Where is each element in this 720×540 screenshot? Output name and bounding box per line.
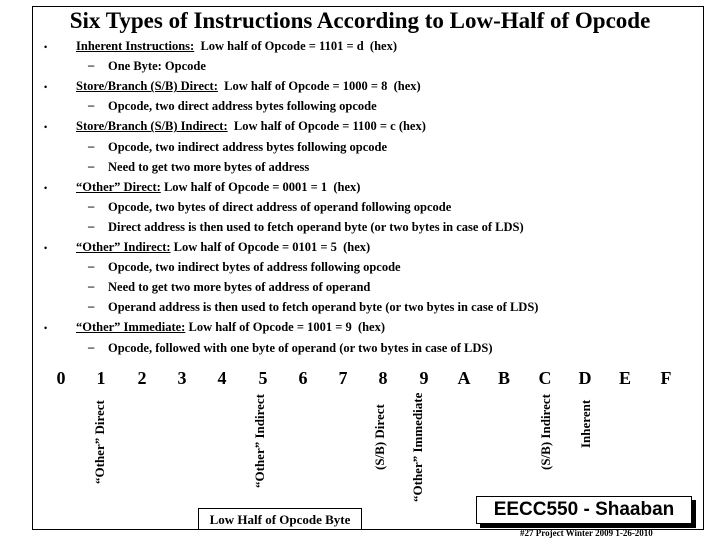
bullet-item-heading: Inherent Instructions: (76, 39, 195, 53)
bullet-item-detail: Low half of Opcode = 1100 = c (hex) (227, 119, 426, 133)
hex-digit: 8 (378, 368, 388, 388)
sub-item: Opcode, two indirect address bytes following opcode (108, 140, 388, 154)
bullet-icon: • (44, 243, 48, 253)
vlabel-other-indirect: “Other” Indirect (252, 394, 267, 488)
dash-icon: – (88, 139, 95, 153)
sub-item: Opcode, two bytes of direct address of operand following opcode (108, 200, 452, 214)
bullet-item (76, 179, 360, 195)
dash-icon: – (88, 58, 95, 72)
hex-digit: 0 (56, 368, 66, 388)
vlabel-inherent: Inherent (578, 399, 593, 448)
bullet-item-heading: Store/Branch (S/B) Direct: (76, 79, 218, 93)
hex-digit: 6 (298, 368, 308, 388)
dash-icon: – (88, 340, 95, 354)
hex-digit: D (578, 368, 592, 388)
bullet-item (76, 118, 426, 134)
hex-digit: 4 (217, 368, 227, 388)
dash-icon: – (88, 259, 95, 273)
hex-digit: 2 (137, 368, 147, 388)
hex-digit: 5 (258, 368, 268, 388)
bullet-item-detail: Low half of Opcode = 0101 = 5 (hex) (170, 240, 371, 254)
bullet-item-detail: Low half of Opcode = 1101 = d (hex) (194, 39, 397, 53)
hex-digit: A (457, 368, 471, 388)
dash-icon: – (88, 159, 95, 173)
bullet-item-detail: Low half of Opcode = 0001 = 1 (hex) (160, 180, 361, 194)
bullet-icon: • (44, 122, 48, 132)
sub-item: Need to get two more bytes of address (108, 160, 310, 174)
sub-item: Direct address is then used to fetch operand byte (or two bytes in case of LDS) (108, 220, 524, 234)
bullet-item-detail: Low half of Opcode = 1001 = 9 (hex) (185, 320, 386, 334)
hex-digit: 9 (419, 368, 429, 388)
bullet-item-heading: Store/Branch (S/B) Indirect: (76, 119, 228, 133)
bullet-icon: • (44, 323, 48, 333)
hex-digit: F (660, 368, 672, 388)
hex-digit: B (497, 368, 510, 388)
bullet-icon: • (44, 42, 48, 52)
bullet-icon: • (44, 183, 48, 193)
bullet-item-heading: “Other” Immediate: (76, 320, 186, 334)
bullet-item (76, 78, 421, 94)
vlabel-other-direct: “Other” Direct (92, 400, 107, 484)
vlabel-sb-direct: (S/B) Direct (372, 404, 387, 470)
bullet-item-heading: “Other” Indirect: (76, 240, 171, 254)
hex-digit: 1 (96, 368, 106, 388)
dash-icon: – (88, 299, 95, 313)
sub-item: Opcode, two direct address bytes following opcode (108, 99, 377, 113)
sub-item: Operand address is then used to fetch operand byte (or two bytes in case of LDS) (108, 300, 539, 314)
dash-icon: – (88, 199, 95, 213)
course-badge: EECC550 - Shaaban (476, 496, 692, 524)
bullet-item (76, 38, 397, 54)
hex-digit: 7 (338, 368, 348, 388)
bullet-item-heading: “Other” Direct: (76, 180, 161, 194)
sub-item: Opcode, two indirect bytes of address following opcode (108, 260, 401, 274)
dash-icon: – (88, 219, 95, 233)
hex-digit: C (538, 368, 552, 388)
sub-item: Opcode, followed with one byte of operand (or two bytes in case of LDS) (108, 341, 493, 355)
sub-item: Need to get two more bytes of address of operand (108, 280, 371, 294)
hex-digit: E (618, 368, 631, 388)
bullet-icon: • (44, 82, 48, 92)
dash-icon: – (88, 98, 95, 112)
slide-title: Six Types of Instructions According to Low-Half of Opcode (69, 8, 651, 33)
vlabel-other-immediate: “Other” Immediate (410, 392, 425, 502)
sub-item: One Byte: Opcode (108, 59, 206, 73)
bullet-item (76, 239, 370, 255)
vlabel-sb-indirect: (S/B) Indirect (538, 394, 553, 470)
dash-icon: – (88, 279, 95, 293)
hex-digit: 3 (177, 368, 187, 388)
bullet-item (76, 319, 385, 335)
axis-caption: Low Half of Opcode Byte (198, 508, 362, 530)
footer-text: #27 Project Winter 2009 1-26-2010 (520, 528, 653, 538)
bullet-item-detail: Low half of Opcode = 1000 = 8 (hex) (217, 79, 421, 93)
